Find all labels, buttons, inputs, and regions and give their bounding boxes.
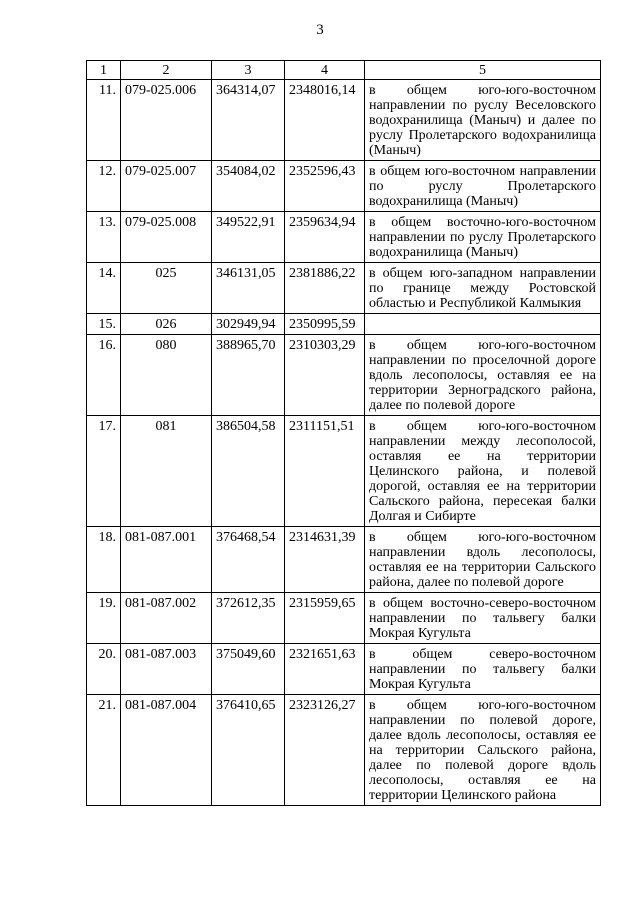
row-number: 15. bbox=[87, 314, 121, 335]
coord-y: 2315959,65 bbox=[285, 593, 365, 644]
header-col-2: 2 bbox=[121, 61, 212, 80]
point-code: 079-025.006 bbox=[121, 80, 212, 161]
header-col-1: 1 bbox=[87, 61, 121, 80]
coord-x: 376468,54 bbox=[212, 527, 285, 593]
table-row bbox=[87, 314, 601, 335]
table-row bbox=[87, 527, 601, 593]
row-number: 16. bbox=[87, 335, 121, 416]
direction-description: в общем юго-юго-восточном направлении между лесополосой, оставляя ее на территории Целинского района, и полевой дорогой, оставляя ее на территории Сальского района, пересекая балки Долгая и Сибирте bbox=[365, 416, 601, 527]
point-code: 081-087.003 bbox=[121, 644, 212, 695]
direction-description: в общем юго-юго-восточном направлении по проселочной дороге вдоль лесополосы, оставляя ее на территории Зерноградского района, далее по полевой дороге bbox=[365, 335, 601, 416]
table-row bbox=[87, 644, 601, 695]
coord-y: 2348016,14 bbox=[285, 80, 365, 161]
coord-y: 2321651,63 bbox=[285, 644, 365, 695]
point-code: 081-087.002 bbox=[121, 593, 212, 644]
row-number: 14. bbox=[87, 263, 121, 314]
coord-x: 375049,60 bbox=[212, 644, 285, 695]
row-number: 19. bbox=[87, 593, 121, 644]
coord-x: 386504,58 bbox=[212, 416, 285, 527]
direction-description: в общем юго-юго-восточном направлении по полевой дороге, далее вдоль лесополосы, оставляя ее на территории Сальского района, далее по полевой дороге вдоль лесополосы, оставляя ее на территории Целинского района bbox=[365, 695, 601, 806]
table-row bbox=[87, 80, 601, 161]
point-code: 026 bbox=[121, 314, 212, 335]
page-number: 3 bbox=[316, 22, 324, 38]
coord-x: 354084,02 bbox=[212, 161, 285, 212]
direction-description: в общем юго-юго-восточном направлении вдоль лесополосы, оставляя ее на территории Сальского района, далее по полевой дороге bbox=[365, 527, 601, 593]
table-row bbox=[87, 593, 601, 644]
direction-description: в общем юго-восточном направлении по руслу Пролетарского водохранилища (Маныч) bbox=[365, 161, 601, 212]
row-number: 18. bbox=[87, 527, 121, 593]
row-number: 21. bbox=[87, 695, 121, 806]
coord-y: 2359634,94 bbox=[285, 212, 365, 263]
coord-x: 376410,65 bbox=[212, 695, 285, 806]
table-row bbox=[87, 263, 601, 314]
direction-description: в общем северо-восточном направлении по тальвегу балки Мокрая Кугульта bbox=[365, 644, 601, 695]
point-code: 079-025.007 bbox=[121, 161, 212, 212]
coord-y: 2310303,29 bbox=[285, 335, 365, 416]
table-row bbox=[87, 695, 601, 806]
coord-x: 346131,05 bbox=[212, 263, 285, 314]
boundary-table bbox=[86, 60, 601, 806]
coord-x: 302949,94 bbox=[212, 314, 285, 335]
header-col-4: 4 bbox=[285, 61, 365, 80]
direction-description bbox=[365, 314, 601, 335]
point-code: 081 bbox=[121, 416, 212, 527]
point-code: 081-087.004 bbox=[121, 695, 212, 806]
point-code: 079-025.008 bbox=[121, 212, 212, 263]
coord-y: 2311151,51 bbox=[285, 416, 365, 527]
coord-x: 388965,70 bbox=[212, 335, 285, 416]
coord-x: 349522,91 bbox=[212, 212, 285, 263]
row-number: 11. bbox=[87, 80, 121, 161]
coord-y: 2352596,43 bbox=[285, 161, 365, 212]
row-number: 20. bbox=[87, 644, 121, 695]
point-code: 025 bbox=[121, 263, 212, 314]
coord-y: 2323126,27 bbox=[285, 695, 365, 806]
row-number: 17. bbox=[87, 416, 121, 527]
header-col-5: 5 bbox=[365, 61, 601, 80]
point-code: 081-087.001 bbox=[121, 527, 212, 593]
point-code: 080 bbox=[121, 335, 212, 416]
coord-y: 2314631,39 bbox=[285, 527, 365, 593]
table-row bbox=[87, 212, 601, 263]
table-row bbox=[87, 416, 601, 527]
direction-description: в общем восточно-юго-восточном направлении по руслу Пролетарского водохранилища (Маныч) bbox=[365, 212, 601, 263]
table-row bbox=[87, 335, 601, 416]
coord-x: 364314,07 bbox=[212, 80, 285, 161]
coord-x: 372612,35 bbox=[212, 593, 285, 644]
direction-description: в общем юго-юго-восточном направлении по руслу Веселовского водохранилища (Маныч) и далее по руслу Пролетарского водохранилища (Маныч) bbox=[365, 80, 601, 161]
direction-description: в общем юго-западном направлении по границе между Ростовской областью и Республикой Калмыкия bbox=[365, 263, 601, 314]
row-number: 13. bbox=[87, 212, 121, 263]
direction-description: в общем восточно-северо-восточном направлении по тальвегу балки Мокрая Кугульта bbox=[365, 593, 601, 644]
coord-y: 2350995,59 bbox=[285, 314, 365, 335]
table-row bbox=[87, 161, 601, 212]
coord-y: 2381886,22 bbox=[285, 263, 365, 314]
header-col-3: 3 bbox=[212, 61, 285, 80]
header-row bbox=[87, 61, 601, 80]
row-number: 12. bbox=[87, 161, 121, 212]
